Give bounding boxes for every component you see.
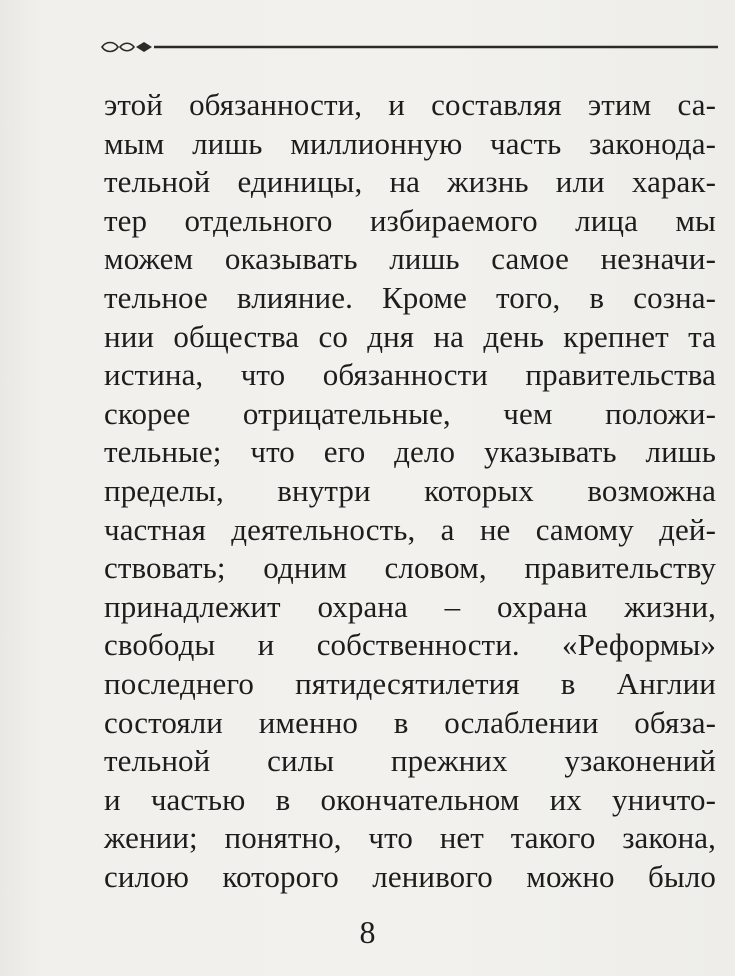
page-number: 8 bbox=[359, 914, 376, 950]
text-line: частная деятельность, а не самому дей- bbox=[104, 511, 716, 547]
text-line: нии общества со дня на день крепнет та bbox=[104, 318, 716, 354]
text-line: ствовать; одним словом, правительству bbox=[104, 550, 716, 586]
text-line: тельной силы прежних узаконений bbox=[104, 743, 716, 779]
text-line: принадлежит охрана – охрана жизни, bbox=[104, 588, 716, 624]
text-line: можем оказывать лишь самое незначи- bbox=[104, 241, 716, 277]
text-line: тельные; что его дело указывать лишь bbox=[104, 434, 716, 470]
text-line: истина, что обязанности правительства bbox=[104, 357, 716, 393]
text-line: тер отдельного избираемого лица мы bbox=[104, 202, 716, 238]
text-line: свободы и собственности. «Реформы» bbox=[104, 627, 716, 663]
text-line: тельное влияние. Кроме того, в созна- bbox=[104, 279, 716, 315]
text-line: жении; понятно, что нет такого закона, bbox=[104, 820, 716, 856]
text-line: пределы, внутри которых возможна bbox=[104, 472, 716, 508]
text-line: силою которого ленивого можно было bbox=[104, 858, 716, 894]
text-line: мым лишь миллионную часть законода- bbox=[104, 125, 716, 161]
text-line: этой обязанности, и составляя этим са- bbox=[104, 87, 716, 122]
text-line: тельной единицы, на жизнь или харак- bbox=[104, 164, 716, 200]
header-ornament bbox=[100, 36, 720, 58]
text-line: последнего пятидесятилетия в Англии bbox=[104, 665, 716, 701]
text-line: скорее отрицательные, чем положи- bbox=[104, 395, 716, 431]
text-line: состояли именно в ослаблении обяза- bbox=[104, 704, 716, 740]
body-text bbox=[104, 86, 716, 896]
text-line: и частью в окончательном их уничто- bbox=[104, 781, 716, 817]
